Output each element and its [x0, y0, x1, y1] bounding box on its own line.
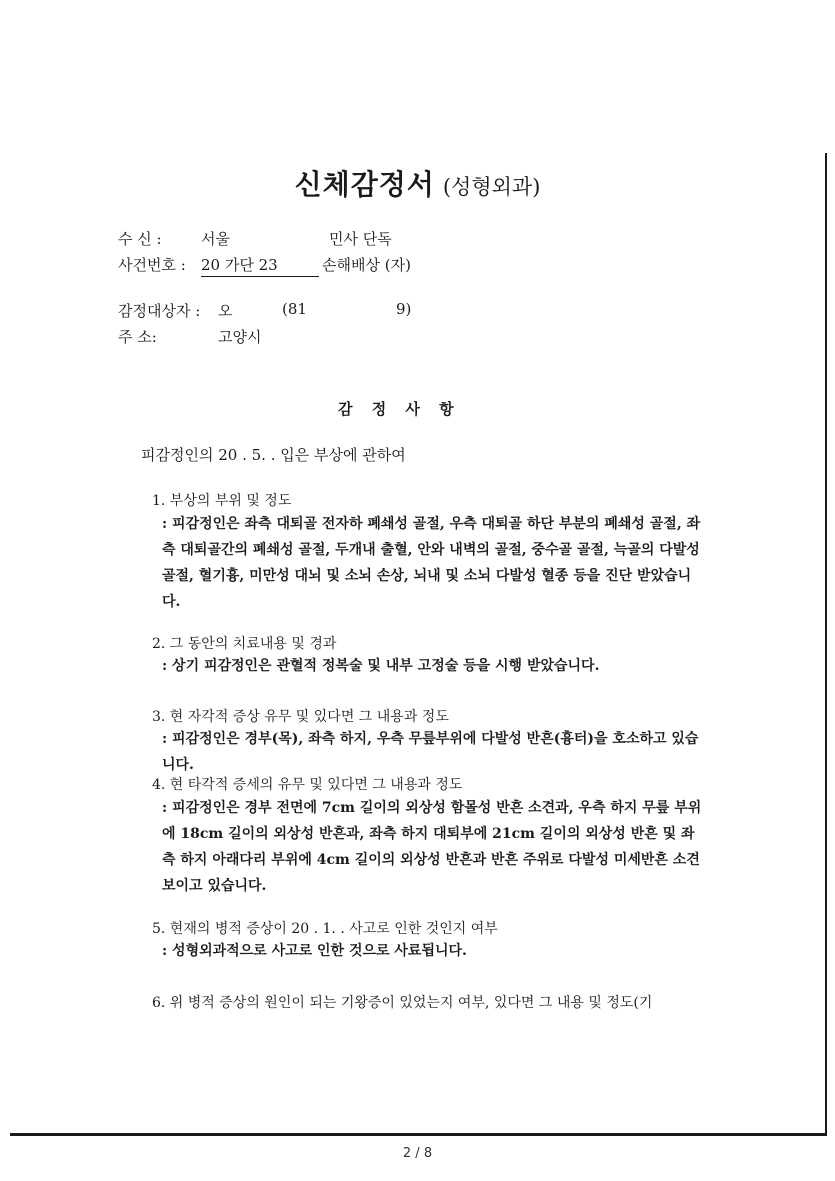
intro-line: 피감정인의 20 . 5. . 입은 부상에 관하여 [141, 446, 406, 464]
item-2-question: 2. 그 동안의 치료내용 및 경과 [152, 636, 337, 652]
document-title [0, 163, 835, 203]
case-label: 사건번호 : [118, 256, 186, 274]
subject-label: 감정대상자 : [118, 302, 201, 320]
subject-name: 오 [218, 302, 233, 320]
item-1-answer-text: : 피감정인은 좌측 대퇴골 전자하 폐쇄성 골절, 우측 대퇴골 하단 부분의 폐쇄성 골절, 좌측 대퇴골간의 폐쇄성 골절, 두개내 출혈, 안와 내벽의 골절, 중수골 골절, 늑골의 다발성 골절, 혈기흉, 미만성 대뇌 및 소뇌 손상, 뇌내 및 소뇌 다발성 혈종 등을 진단 받았습니다. [162, 516, 701, 610]
address-value: 고양시 [218, 328, 262, 346]
case-type: 손해배상 (자) [322, 256, 411, 274]
case-number: 20 가단 23 [201, 254, 319, 277]
recipient-court: 민사 단독 [329, 230, 392, 248]
item-6-question: 6. 위 병적 증상의 원인이 되는 기왕증이 있었는지 여부, 있다면 그 내용 및 정도(기 [152, 995, 653, 1011]
item-5-question: 5. 현재의 병적 증상이 20 . 1. . 사고로 인한 것인지 여부 [152, 921, 498, 937]
item-4-answer: : 피감정인은 경부 전면에 7cm 길이의 외상성 함몰성 반흔 소견과, 우측 하지 무릎 부위에 18cm 길이의 외상성 반흔과, 좌측 하지 대퇴부에 21cm 길이의 외상성 반흔 및 좌측 하지 아래다리 부위에 4cm 길이의 외상성 반흔과 반흔 주위로 다발성 미세반흔 소견 보이고 있습니다. [162, 800, 702, 894]
title-main: 신체감정서 [294, 168, 435, 201]
address-label: 주 소: [118, 328, 157, 346]
item-5-answer: : 성형외과적으로 사고로 인한 것으로 사료됩니다. [162, 943, 467, 959]
item-2-answer: : 상기 피감정인은 관혈적 정복술 및 내부 고정술 등을 시행 받았습니다. [162, 658, 600, 674]
item-1-question: 1. 부상의 부위 및 정도 [152, 493, 292, 509]
recipient-value: 서울 [201, 230, 230, 248]
item-1-answer [162, 511, 702, 615]
item-3-answer: : 피감정인은 경부(목), 좌측 하지, 우측 무릎부위에 다발성 반흔(흉터)을 호소하고 있습니다. [162, 731, 699, 773]
recipient-label: 수 신 : [118, 230, 162, 248]
subject-id-left: (81 [282, 300, 307, 318]
page-frame-bottom [10, 1133, 827, 1136]
title-sub: (성형외과) [442, 175, 541, 199]
item-3-question: 3. 현 자각적 증상 유무 및 있다면 그 내용과 정도 [152, 709, 449, 725]
item-4-question: 4. 현 타각적 증세의 유무 및 있다면 그 내용과 정도 [152, 777, 463, 793]
subject-id-right: 9) [396, 300, 412, 318]
section-heading: 감 정 사 항 [338, 400, 461, 418]
page-number: 2 / 8 [402, 1146, 433, 1161]
page-frame-right [825, 153, 827, 1136]
